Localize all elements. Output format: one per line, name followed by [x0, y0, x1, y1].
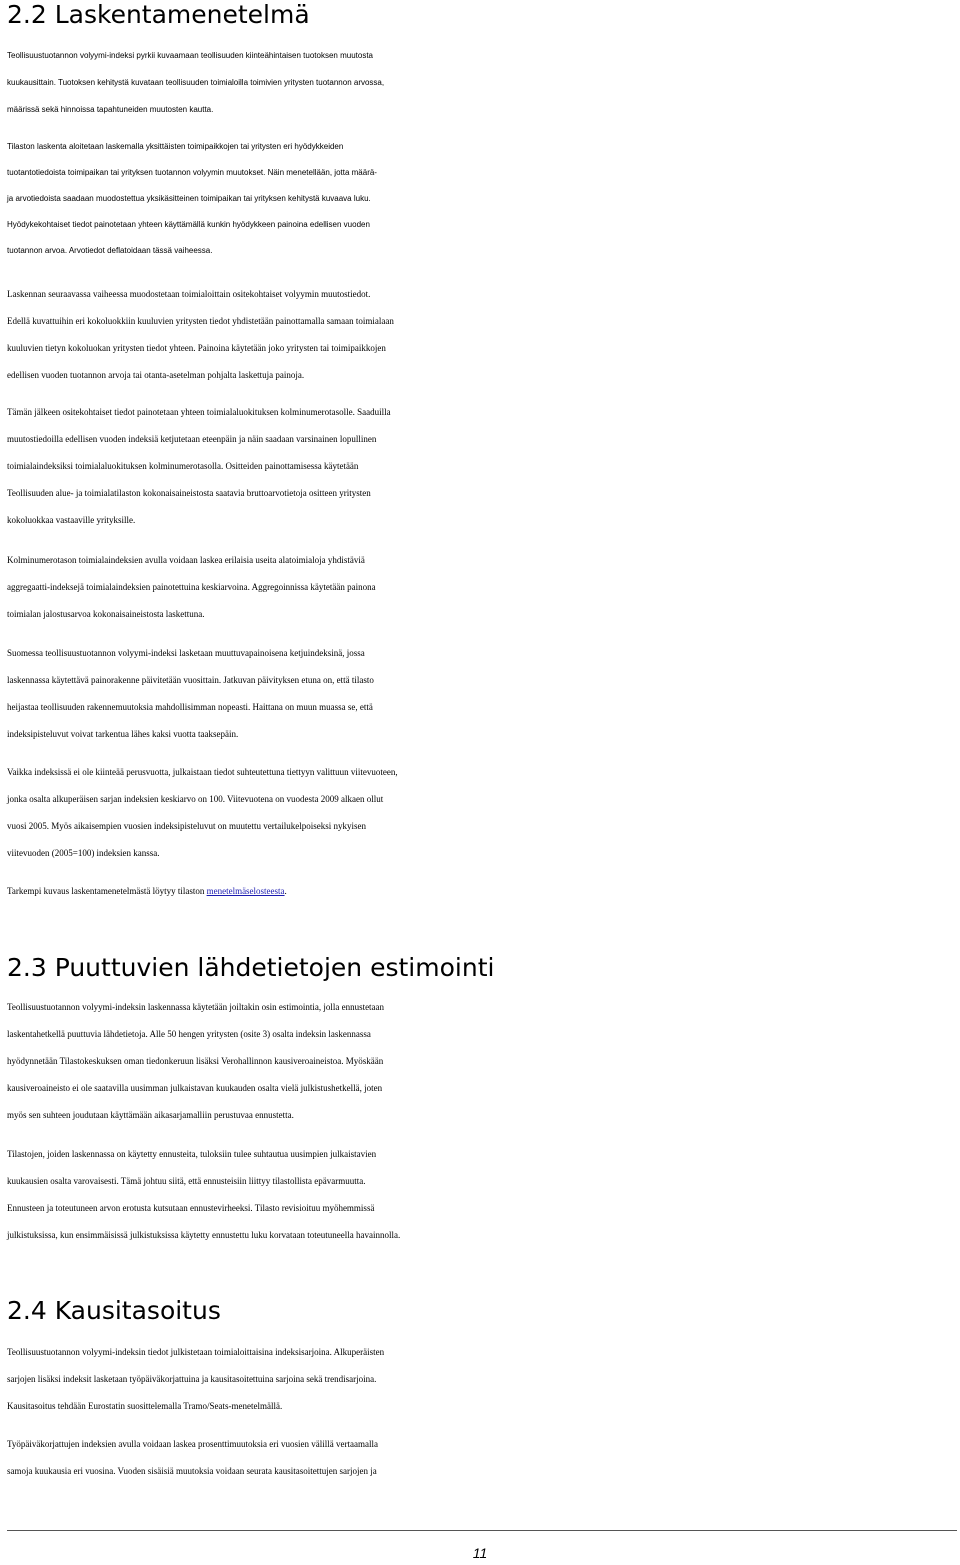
text-line: Teollisuuden alue- ja toimialatilaston kokonaisaineistosta saatavia bruttoarvotietoja ositteen yritysten: [7, 488, 371, 498]
text-line: Kolminumerotason toimialaindeksien avulla voidaan laskea erilaisia useita alatoimialoja yhdistäviä: [7, 555, 365, 565]
text-line: heijastaa teollisuuden rakennemuutoksia mahdollisimman nopeasti. Haittana on muun muassa se, että: [7, 702, 373, 712]
text-line: Hyödykekohtaiset tiedot painotetaan yhteen käyttämällä kunkin hyödykkeen painoina edellisen vuoden: [7, 220, 370, 229]
text-line: kuuluvien tietyn kokoluokan yritysten tiedot yhteen. Painoina käytetään joko yritysten tai toimipaikkojen: [7, 343, 386, 353]
text-line: tuotantotiedoista toimipaikan tai yrityksen tuotannon volyymin muutokset. Näin menetellään, jotta määrä-: [7, 168, 377, 177]
text-line: Edellä kuvattuihin eri kokoluokkiin kuuluvien yritysten tiedot yhdistetään painottamalla samaan toimialaan: [7, 316, 394, 326]
text-line: toimialaindeksiksi toimialaluokituksen kolminumerotasolla. Ositteiden painottamisessa käytetään: [7, 461, 359, 471]
paragraph: [7, 640, 957, 748]
text-line: myös sen suhteen joudutaan käyttämään aikasarjamalliin perustuvaa ennustetta.: [7, 1110, 294, 1120]
text-line: [7, 878, 957, 905]
link-suffix-text: .: [284, 886, 287, 896]
page-number: 11: [472, 1545, 488, 1561]
paragraph: [7, 281, 957, 389]
text-line: samoja kuukausia eri vuosina. Vuoden sisäisiä muutoksia voidaan seurata kausitasoitettujen sarjojen ja: [7, 1466, 377, 1476]
text-line: Tilastojen, joiden laskennassa on käytetty ennusteita, tuloksiin tulee suhtautua uusimpien julkaistavien: [7, 1149, 377, 1159]
text-line: Työpäiväkorjattujen indeksien avulla voidaan laskea prosenttimuutoksia eri vuosien välillä vertaamalla: [7, 1439, 379, 1449]
footer-divider: [7, 1530, 957, 1531]
paragraph: [7, 134, 957, 264]
text-line: edellisen vuoden tuotannon arvoja tai otanta-asetelman pohjalta laskettuja painoja.: [7, 370, 305, 380]
text-line: Suomessa teollisuustuotannon volyymi-indeksi lasketaan muuttuvapainoisena ketjuindeksinä, jossa: [7, 648, 365, 658]
text-line: ja arvotiedoista saadaan muodostettua yksikäsitteinen toimipaikan tai yrityksen kehitystä kuvaava luku.: [7, 194, 371, 203]
text-line: vuosi 2005. Myös aikaisempien vuosien indeksipisteluvut on muutettu vertailukelpoiseksi nykyisen: [7, 821, 366, 831]
text-line: Ennusteen ja toteutuneen arvon erotusta kutsutaan ennustevirheeksi. Tilasto revisioituu myöhemmissä: [7, 1203, 375, 1213]
text-line: laskennassa käytettävä painorakenne päivitetään vuosittain. Jatkuvan päivityksen etuna on, että tilasto: [7, 675, 374, 685]
text-line: kausiveroaineisto ei ole saatavilla uusimman julkaistavan kuukauden osalta vielä julkistushetkellä, joten: [7, 1083, 383, 1093]
section-heading-2-2: 2.2 Laskentamenetelmä: [7, 0, 310, 29]
text-line: kuukausittain. Tuotoksen kehitystä kuvataan teollisuuden toimialoilla toimivien yritysten tuotannon arvossa,: [7, 78, 385, 87]
paragraph: [7, 547, 957, 628]
text-line: jonka osalta alkuperäisen sarjan indeksien keskiarvo on 100. Viitevuotena on vuodesta 2009 alkaen ollut: [7, 794, 384, 804]
text-line: viitevuoden (2005=100) indeksien kanssa.: [7, 848, 160, 858]
text-line: tuotannon arvoa. Arvotiedot deflatoidaan tässä vaiheessa.: [7, 246, 213, 255]
text-line: Tämän jälkeen ositekohtaiset tiedot painotetaan yhteen toimialaluokituksen kolminumerotasolle. Saaduilla: [7, 407, 391, 417]
text-line: Teollisuustuotannon volyymi-indeksi pyrkii kuvaamaan teollisuuden kiinteähintaisen tuotoksen muutosta: [7, 51, 373, 60]
text-line: laskentahetkellä puuttuvia lähdetietoja. Alle 50 hengen yritysten (osite 3) osalta indeksin laskennassa: [7, 1029, 371, 1039]
paragraph: [7, 42, 957, 123]
text-line: aggregaatti-indeksejä toimialaindeksien painotettuina keskiarvoina. Aggregoinnissa käytetään painona: [7, 582, 376, 592]
paragraph: [7, 994, 957, 1129]
paragraph: [7, 1431, 957, 1485]
text-line: kuukausien osalta varovaisesti. Tämä johtuu siitä, että ennusteisiin liittyy tilastollista epävarmuutta.: [7, 1176, 366, 1186]
text-line: kokoluokkaa vastaaville yrityksille.: [7, 515, 136, 525]
paragraph: [7, 759, 957, 867]
text-line: Laskennan seuraavassa vaiheessa muodostetaan toimialoittain ositekohtaiset volyymin muutostiedot.: [7, 289, 371, 299]
paragraph: [7, 1141, 957, 1249]
section-heading-2-3: 2.3 Puuttuvien lähdetietojen estimointi: [7, 953, 495, 982]
paragraph: [7, 878, 957, 905]
text-line: sarjojen lisäksi indeksit lasketaan työpäiväkorjattuina ja kausitasoitettuina sarjoina sekä trendisarjoina.: [7, 1374, 377, 1384]
text-line: määrissä sekä hinnoissa tapahtuneiden muutosten kautta.: [7, 105, 214, 114]
text-line: Teollisuustuotannon volyymi-indeksin laskennassa käytetään joiltakin osin estimointia, jolla ennustetaan: [7, 1002, 385, 1012]
text-line: Vaikka indeksissä ei ole kiinteää perusvuotta, julkaistaan tiedot suhteutettuna tiettyyn valittuun viitevuoteen,: [7, 767, 398, 777]
text-line: hyödynnetään Tilastokeskuksen oman tiedonkeruun lisäksi Verohallinnon kausiveroaineistoa. Myöskään: [7, 1056, 384, 1066]
text-line: toimialan jalostusarvoa kokonaisaineistosta laskettuna.: [7, 609, 205, 619]
text-line: Teollisuustuotannon volyymi-indeksin tiedot julkistetaan toimialoittaisina indeksisarjoina. Alkuperäisten: [7, 1347, 385, 1357]
text-line: indeksipisteluvut voivat tarkentua lähes kaksi vuotta taaksepäin.: [7, 729, 239, 739]
paragraph: [7, 1339, 957, 1420]
text-line: muutostiedoilla edellisen vuoden indeksiä ketjutetaan eteenpäin ja näin saadaan varsinainen lopullinen: [7, 434, 377, 444]
link-intro-text: Tarkempi kuvaus laskentamenetelmästä löytyy tilaston: [7, 886, 207, 896]
text-line: julkistuksissa, kun ensimmäisissä julkistuksissa käytetty ennustettu luku korvataan toteutuneella havainnolla.: [7, 1230, 401, 1240]
text-line: Tilaston laskenta aloitetaan laskemalla yksittäisten toimipaikkojen tai yritysten eri hyödykkeiden: [7, 142, 344, 151]
method-description-link[interactable]: menetelmäselosteesta: [206, 886, 285, 896]
text-line: Kausitasoitus tehdään Eurostatin suosittelemalla Tramo/Seats-menetelmällä.: [7, 1401, 283, 1411]
section-heading-2-4: 2.4 Kausitasoitus: [7, 1296, 221, 1325]
paragraph: [7, 399, 957, 534]
